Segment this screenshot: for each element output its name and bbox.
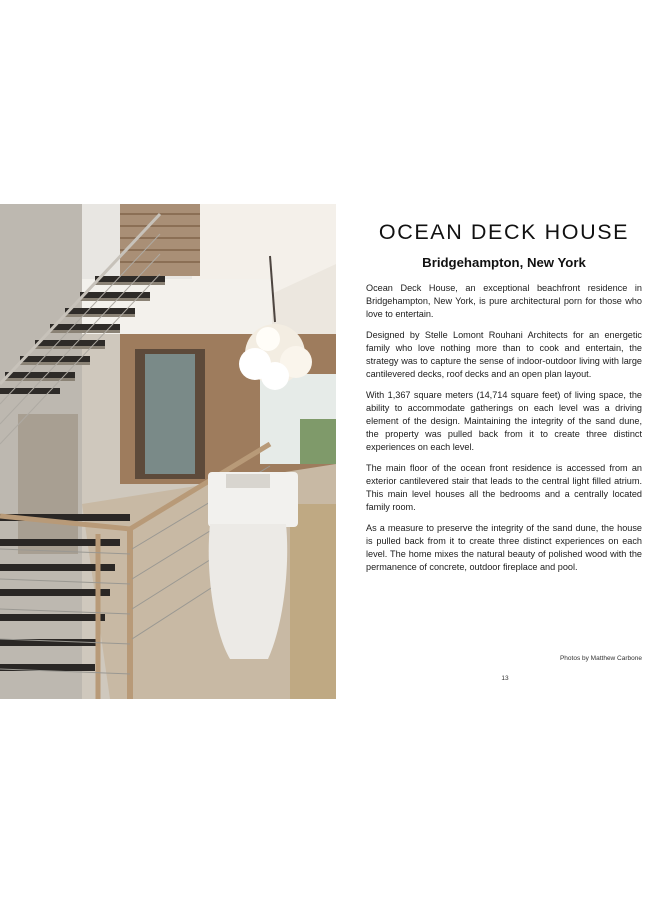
paragraph: Ocean Deck House, an exceptional beachfront residence in Bridgehampton, New York, is pure architectural porn for those who love to entertain.: [366, 283, 642, 319]
article-location: Bridgehampton, New York: [422, 255, 586, 270]
photo-credit: Photos by Matthew Carbone: [559, 655, 642, 662]
paragraph: With 1,367 square meters (14,714 square feet) of living space, the ability to accommodate gatherings on each level was a driving element of the design. Maintaining the integrity of the sand dune, the property was pulled back from it to create three distinct experiences on each level.: [366, 390, 642, 452]
article: [366, 220, 642, 582]
interior-photo: [0, 204, 336, 699]
paragraph: Designed by Stelle Lomont Rouhani Architects for an energetic family who love nothing more than to cook and entertain, the strategy was to capture the sense of indoor-outdoor living with large cantilevered decks, roof decks and an open plan layout.: [366, 330, 642, 379]
article-title: OCEAN DECK HOUSE: [378, 220, 630, 244]
paragraph: The main floor of the ocean front residence is accessed from an exterior cantilevered stair that leads to the central light filled atrium. This main level houses all the bedrooms and a centrally located family room.: [366, 463, 642, 512]
page-number: 13: [501, 675, 509, 682]
paragraph: As a measure to preserve the integrity of the sand dune, the house is pulled back from it to create three distinct experiences on each level. The home mixes the natural beauty of polished wood with the permanence of concrete, outdoor fireplace and pool.: [366, 523, 642, 572]
